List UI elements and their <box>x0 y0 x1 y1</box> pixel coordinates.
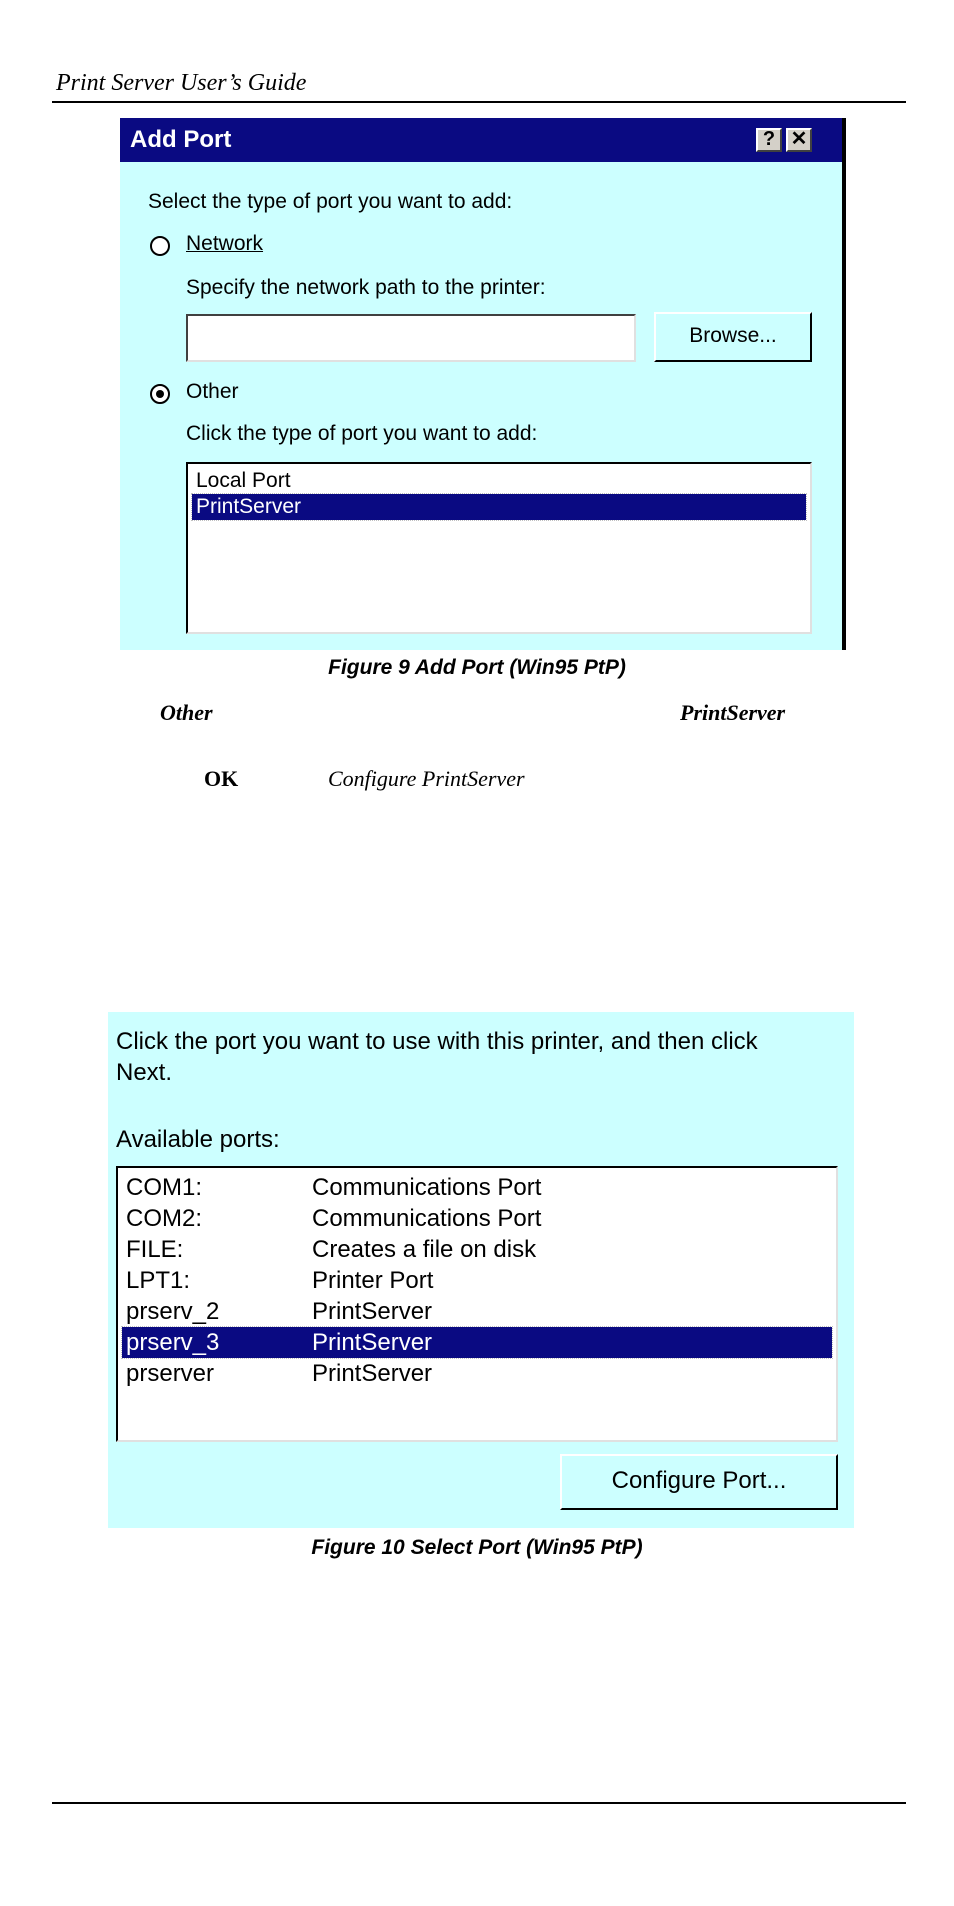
header-rule <box>52 101 906 103</box>
configure-port-button[interactable] <box>560 1454 838 1510</box>
body-ok: OK <box>204 766 239 791</box>
port-name: prserver <box>126 1360 215 1387</box>
figure-9-caption: Figure 9 Add Port (Win95 PtP) <box>328 656 626 679</box>
port-row[interactable] <box>122 1296 832 1327</box>
network-label-text: Network <box>186 232 264 255</box>
port-type-prompt: Select the type of port you want to add: <box>148 190 513 213</box>
port-description: Printer Port <box>312 1267 434 1294</box>
port-description: PrintServer <box>312 1360 433 1387</box>
port-description: Creates a file on disk <box>312 1236 537 1263</box>
port-row[interactable] <box>122 1203 832 1234</box>
port-row-selected[interactable] <box>122 1327 832 1358</box>
close-button[interactable]: ✕ <box>786 128 812 152</box>
port-name: prserv_2 <box>126 1298 220 1325</box>
other-radio-label[interactable] <box>186 380 239 404</box>
port-name: LPT1: <box>126 1267 191 1294</box>
body-printserver: PrintServer <box>680 700 786 725</box>
port-description: PrintServer <box>312 1298 433 1325</box>
port-name: COM2: <box>126 1205 203 1232</box>
port-description: Communications Port <box>312 1174 542 1201</box>
browse-button[interactable] <box>654 312 812 362</box>
network-radio[interactable] <box>150 236 170 256</box>
port-type-listbox[interactable] <box>186 462 812 634</box>
help-button[interactable]: ? <box>756 128 782 152</box>
network-path-input[interactable] <box>186 314 636 362</box>
list-item[interactable]: Local Port <box>196 469 291 492</box>
browse-button-label: Browse... <box>689 324 777 347</box>
port-name: prserv_3 <box>126 1329 220 1356</box>
select-port-instruction: Click the port you want to use with this printer, and then click Next. <box>116 1028 758 1086</box>
figure-10-caption: Figure 10 Select Port (Win95 PtP) <box>311 1536 643 1559</box>
available-ports-listbox[interactable] <box>116 1166 838 1442</box>
network-radio-label[interactable] <box>186 232 263 256</box>
port-row[interactable] <box>122 1265 832 1296</box>
dialog-titlebar <box>120 118 842 162</box>
network-path-hint: Specify the network path to the printer: <box>186 276 546 299</box>
body-configure-printserver: Configure PrintServer <box>328 766 525 791</box>
configure-port-label: Configure Port... <box>611 1467 787 1494</box>
add-port-dialog <box>120 118 846 650</box>
available-ports-label: Available ports: <box>116 1126 280 1153</box>
port-row[interactable] <box>122 1234 832 1265</box>
body-other: Other <box>160 700 213 725</box>
list-item-selected[interactable]: PrintServer <box>192 494 806 520</box>
port-description: PrintServer <box>312 1329 433 1356</box>
other-hint: Click the type of port you want to add: <box>186 422 538 445</box>
other-radio[interactable] <box>150 384 170 404</box>
port-description: Communications Port <box>312 1205 542 1232</box>
port-row[interactable] <box>122 1358 832 1389</box>
port-name: FILE: <box>126 1236 184 1263</box>
footer-rule <box>52 1802 906 1804</box>
page-header-title: Print Server User’s Guide <box>56 70 307 96</box>
port-row[interactable] <box>122 1172 832 1203</box>
other-label-text: Other <box>186 380 239 403</box>
dialog-title: Add Port <box>130 126 232 153</box>
port-name: COM1: <box>126 1174 203 1201</box>
select-port-dialog <box>108 1012 854 1528</box>
